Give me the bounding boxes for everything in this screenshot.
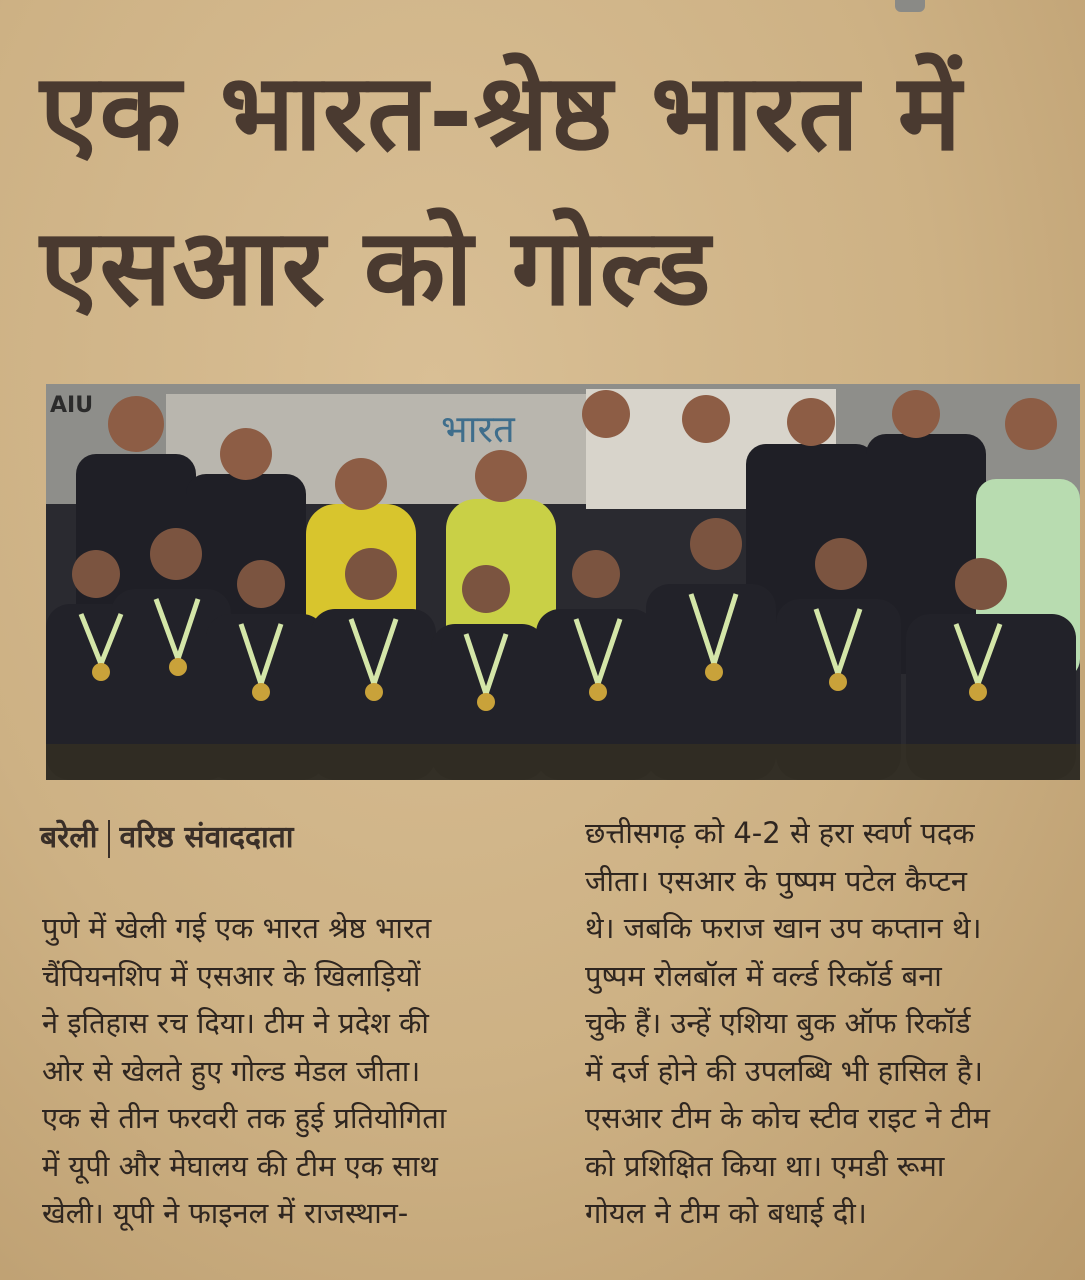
dateline xyxy=(40,815,294,858)
headline-line-2: एसआर को गोल्ड xyxy=(40,206,712,329)
article-line: चुके हैं। उन्हें एशिया बुक ऑफ रिकॉर्ड xyxy=(585,1006,971,1040)
dateline-reporter: वरिष्ठ संवाददाता xyxy=(119,820,294,855)
binder-clip xyxy=(895,0,925,12)
article-line: गोयल ने टीम को बधाई दी। xyxy=(585,1196,867,1230)
article-line: में यूपी और मेघालय की टीम एक साथ xyxy=(42,1148,438,1183)
article-line: पुणे में खेली गई एक भारत श्रेष्ठ भारत xyxy=(42,911,432,945)
article-line: खेली। यूपी ने फाइनल में राजस्थान- xyxy=(42,1196,409,1230)
article-line: एसआर टीम के कोच स्टीव राइट ने टीम xyxy=(585,1101,990,1135)
article-line: एक से तीन फरवरी तक हुई प्रतियोगिता xyxy=(42,1101,447,1135)
article-line: चैंपियनशिप में एसआर के खिलाड़ियों xyxy=(42,958,421,993)
headline-line-1: एक भारत-श्रेष्ठ भारत में xyxy=(40,51,963,174)
dateline-separator xyxy=(108,820,110,858)
article-line: ओर से खेलते हुए गोल्ड मेडल जीता। xyxy=(42,1053,421,1088)
team-photo-illustration xyxy=(46,384,1080,780)
banner-text: भारत xyxy=(441,407,515,451)
article-line: जीता। एसआर के पुष्पम पटेल कैप्टन xyxy=(585,863,967,898)
article-column-left xyxy=(42,905,446,1238)
team-photo xyxy=(46,384,1080,780)
article-line: में दर्ज होने की उपलब्धि भी हासिल है। xyxy=(585,1053,984,1088)
article-line: छत्तीसगढ़ को 4-2 से हरा स्वर्ण पदक xyxy=(585,816,975,850)
article-column-right xyxy=(585,810,990,1238)
article-line: ने इतिहास रच दिया। टीम ने प्रदेश की xyxy=(42,1006,429,1040)
article-line: को प्रशिक्षित किया था। एमडी रूमा xyxy=(585,1148,945,1183)
banner-text-left: AIU xyxy=(50,393,94,418)
article-line: पुष्पम रोलबॉल में वर्ल्ड रिकॉर्ड बना xyxy=(585,958,942,993)
article-line: थे। जबकि फराज खान उप कप्तान थे। xyxy=(585,911,982,945)
dateline-city: बरेली xyxy=(40,820,98,855)
